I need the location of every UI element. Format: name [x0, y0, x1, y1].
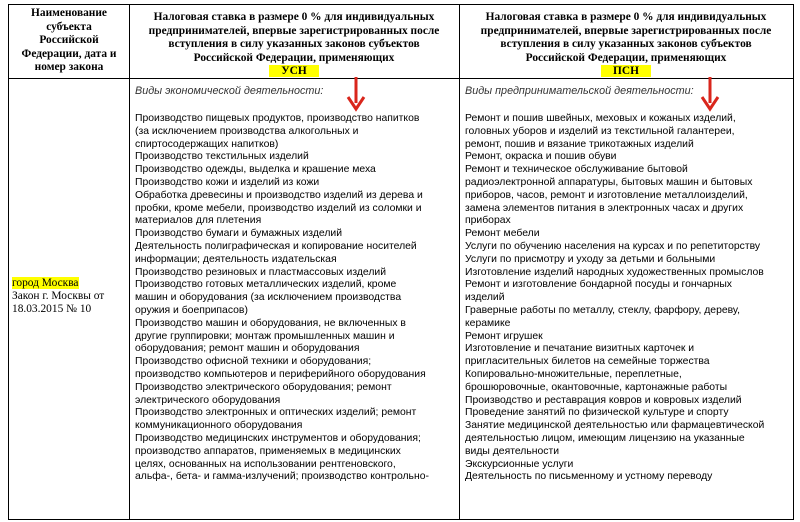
activity-line: радиоэлектронной аппаратуры, бытовых машин и бытовых [465, 176, 753, 188]
activity-line: коммуникационного оборудования [135, 420, 303, 432]
activity-line: электрического оборудования [135, 394, 281, 406]
header-line: предпринимателей, впервые зарегистрированных после [148, 24, 440, 37]
down-arrow-icon [343, 75, 369, 115]
activity-line: Ремонт игрушек [465, 330, 543, 342]
psn-activity-list [465, 113, 791, 484]
activity-line: пригласительных билетов на семейные торжества [465, 356, 710, 368]
activity-line: оборудования; ремонт машин и оборудования [135, 343, 360, 355]
activity-line: Проведение занятий по физической культуре и спорту [465, 407, 729, 419]
column-divider [129, 5, 130, 519]
header-region-column [9, 7, 129, 75]
usn-subheading: Виды экономической деятельности: [135, 85, 324, 97]
activity-line: Изготовление изделий народных художественных промыслов [465, 266, 764, 278]
header-line: предпринимателей, впервые зарегистрированных после [480, 24, 772, 37]
activity-line: производство компьютеров и периферийного оборудования [135, 368, 426, 380]
region-cell [12, 277, 132, 317]
activity-line: Деятельность полиграфическая и копирование носителей [135, 240, 417, 252]
activity-line: Производство электронных и оптических изделий; ремонт [135, 407, 417, 419]
activity-line: Услуги по обучению населения на курсах и по репетиторству [465, 240, 761, 252]
region-name: город Москва [12, 277, 79, 289]
column-divider [459, 5, 460, 519]
activity-line: Услуги по присмотру и уходу за детьми и больными [465, 253, 716, 265]
activity-line: производство аппаратов, применяемых в медицинских [135, 445, 401, 457]
header-line: Налоговая ставка в размере 0 % для индивидуальных [153, 11, 435, 23]
activity-line: альфа-, бета- и гамма-излучений; производство контрольно- [135, 471, 429, 483]
activity-line: Производство резиновых и пластмассовых изделий [135, 266, 387, 278]
activity-line: Граверные работы по металлу, стеклу, фарфору, дереву, [465, 304, 740, 316]
header-line: вступления в силу указанных законов субъектов [168, 38, 420, 51]
activity-line: Производство бумаги и бумажных изделий [135, 228, 342, 240]
activity-line: Ремонт мебели [465, 228, 540, 240]
header-line: субъекта [46, 20, 92, 33]
activity-line: приборах [465, 215, 511, 227]
activity-line: Обработка древесины и производство изделий из дерева и [135, 189, 423, 201]
usn-tag: УСН [269, 65, 318, 77]
header-line: Федерации, дата и [21, 47, 117, 60]
activity-line: Производство кожи и изделий из кожи [135, 176, 320, 188]
header-line: Российской Федерации, применяющих [525, 51, 727, 64]
down-arrow-icon [697, 75, 723, 115]
activity-line: спиртосодержащих напитков) [135, 138, 279, 150]
activity-line: Производство электрического оборудования; ремонт [135, 381, 392, 393]
activity-line: пробки, кроме мебели, производство изделий из соломки и [135, 202, 422, 214]
activity-line: машин и оборудования (за исключением производства [135, 292, 402, 304]
activity-line: брошюровочные, окантовочные, картонажные работы [465, 381, 728, 393]
header-line: Налоговая ставка в размере 0 % для индивидуальных [485, 11, 767, 23]
header-usn-column [131, 11, 457, 79]
activity-line: Производство и реставрация ковров и ковровых изделий [465, 394, 742, 406]
tax-rate-table [8, 4, 794, 520]
activity-line: Производство медицинских инструментов и оборудования; [135, 432, 421, 444]
activity-line: приборов, часов, ремонт и изготовление металлоизделий, [465, 189, 748, 201]
activity-line: керамике [465, 317, 511, 329]
activity-line: замена элементов питания в электронных часах и других [465, 202, 744, 214]
activity-line: Ремонт, окраска и пошив обуви [465, 151, 617, 163]
activity-line: виды деятельности [465, 445, 560, 457]
activity-line: другие группировки; монтаж промышленных машин и [135, 330, 395, 342]
activity-line: информации; деятельность издательская [135, 253, 337, 265]
psn-tag: ПСН [601, 65, 651, 77]
activity-line: Производство пищевых продуктов, производство напитков [135, 113, 420, 124]
activity-line: Производство офисной техники и оборудования; [135, 356, 372, 368]
activity-line: Занятие медицинской деятельностью или фармацевтической [465, 420, 765, 432]
activity-line: целях, основанных на использовании рентгеновского, [135, 458, 396, 470]
activity-line: Ремонт и изготовление бондарной посуды и гончарных [465, 279, 732, 291]
header-line: Российской [39, 34, 99, 47]
activity-line: материалов для плетения [135, 215, 262, 227]
usn-activity-list [135, 113, 455, 484]
activity-line: Изготовление и печатание визитных карточек и [465, 343, 695, 355]
activity-line: Производство одежды, выделка и крашение меха [135, 164, 376, 176]
activity-line: оружия и боеприпасов) [135, 304, 248, 316]
header-line: Наименование [31, 7, 107, 19]
activity-line: ремонт, пошив и вязание трикотажных изделий [465, 138, 694, 150]
header-psn-column [461, 11, 791, 79]
activity-line: Производство готовых металлических изделий, кроме [135, 279, 397, 291]
activity-line: Экскурсионные услуги [465, 458, 574, 470]
activity-line: изделий [465, 292, 505, 304]
activity-line: Ремонт и техническое обслуживание бытовой [465, 164, 688, 176]
activity-line: Ремонт и пошив швейных, меховых и кожаных изделий, [465, 113, 736, 124]
header-line: вступления в силу указанных законов субъектов [500, 38, 752, 51]
region-law-line: 18.03.2015 № 10 [12, 303, 92, 316]
activity-line: головных уборов и изделий из текстильной галантереи, [465, 125, 735, 137]
activity-line: Деятельность по письменному и устному переводу [465, 471, 713, 483]
activity-line: деятельностью лицом, имеющим лицензию на указанные [465, 432, 745, 444]
activity-line: (за исключением производства алкогольных и [135, 125, 359, 137]
psn-subheading: Виды предпринимательской деятельности: [465, 85, 694, 97]
header-line: Российской Федерации, применяющих [193, 51, 395, 64]
activity-line: Производство машин и оборудования, не включенных в [135, 317, 406, 329]
activity-line: Копировально-множительные, переплетные, [465, 368, 682, 380]
header-line: номер закона [34, 61, 104, 74]
region-law-line: Закон г. Москвы от [12, 290, 105, 303]
activity-line: Производство текстильных изделий [135, 151, 309, 163]
